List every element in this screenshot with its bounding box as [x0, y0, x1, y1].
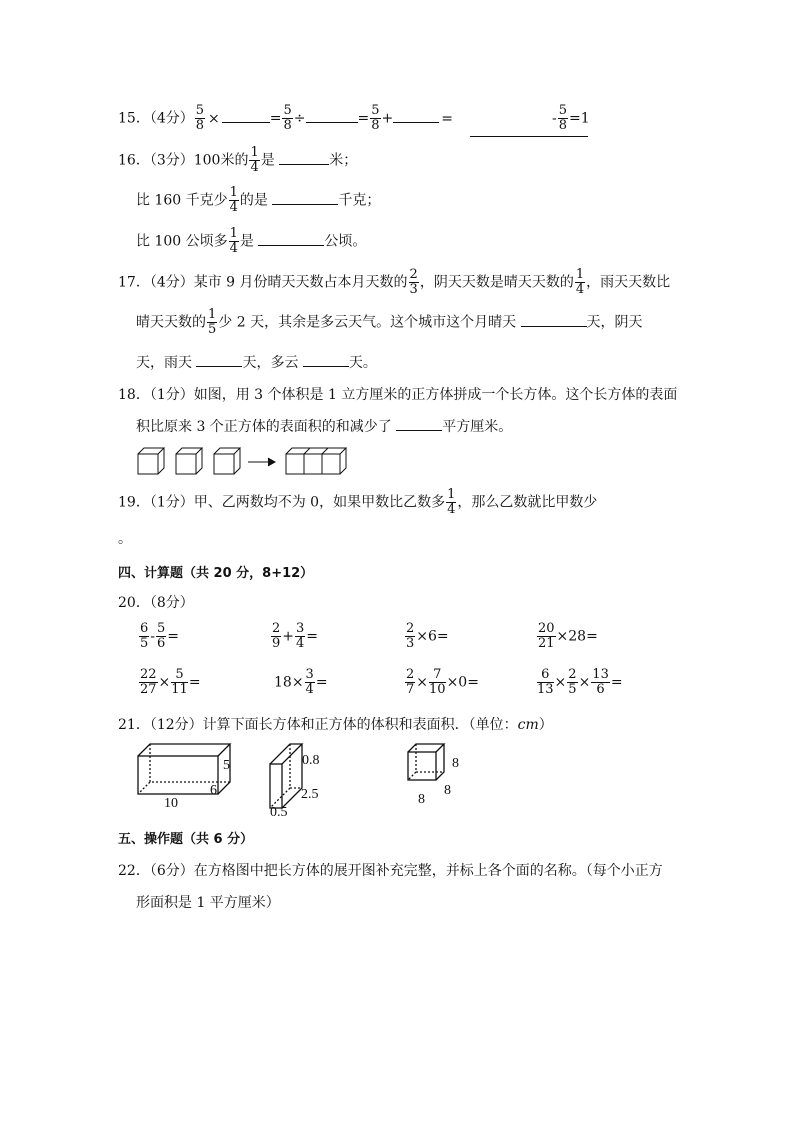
calc-item: $\frac{6}{13}$ × $\frac{2}{5}$ × $\frac{13}{6}$ = [537, 667, 623, 697]
cube-1 [408, 744, 444, 780]
fraction: $\frac{5}{8}$ [283, 103, 292, 133]
dim-label: 8 [444, 783, 451, 798]
q22-line2: 形面积是 1 平方厘米） [136, 895, 280, 911]
q15-label: 15．（4分） [118, 110, 194, 127]
q19-line2: 。 [118, 531, 132, 547]
fraction: $\frac{1}{4}$ [447, 487, 456, 517]
calc-item: 18× $\frac{3}{4}$ = [274, 667, 328, 697]
q15-last-blank[interactable] [470, 104, 588, 137]
fraction: $\frac{1}{4}$ [250, 145, 259, 175]
q22-line1: 22．（6分）在方格图中把长方体的展开图补充完整，并标上各个面的名称。（每个小正方 [118, 863, 663, 879]
calc-item: $\frac{2}{7}$ × $\frac{7}{10}$ ×0= [406, 667, 479, 697]
dim-label: 8 [452, 756, 459, 771]
fraction: $\frac{1}{4}$ [575, 267, 585, 297]
cuboid-2 [270, 744, 302, 808]
answer-blank[interactable] [396, 418, 442, 431]
fraction: $\frac{1}{4}$ [229, 226, 238, 256]
answer-blank[interactable] [521, 314, 587, 327]
q17-line1: 17．（4分）某市 9 月份晴天天数占本月天数的 $\frac{2}{3}$ ，阴天天数是晴天天数的 $\frac{1}{4}$ ，雨天天数比 [118, 267, 671, 297]
answer-blank[interactable] [393, 110, 439, 123]
q15-tail: - $\frac{5}{8}$ =1 [552, 103, 590, 133]
answer-blank[interactable] [196, 354, 242, 367]
dim-label: 8 [418, 792, 425, 807]
cubes-figure [136, 446, 352, 476]
answer-blank[interactable] [222, 110, 270, 123]
fraction: $\frac{5}{8}$ [195, 103, 205, 133]
dim-label: 5 [223, 758, 230, 773]
cube-icon [214, 448, 240, 474]
answer-blank[interactable] [306, 110, 358, 123]
fraction: $\frac{1}{4}$ [229, 185, 238, 215]
q16-line3: 比 100 公顷多 $\frac{1}{4}$ 是 公顷。 [136, 226, 367, 256]
fraction: $\frac{5}{8}$ [371, 103, 380, 133]
section-heading: 四、计算题（共 20 分，8+12） [118, 566, 314, 581]
dim-label: 0.8 [302, 753, 320, 768]
calc-item: $\frac{6}{5}$ - $\frac{5}{6}$ = [140, 621, 180, 651]
dim-label: 6 [210, 783, 217, 798]
answer-blank[interactable] [258, 233, 324, 246]
q18-line2: 积比原来 3 个正方体的表面积的和减少了 平方厘米。 [136, 419, 513, 435]
fraction: $\frac{2}{3}$ [409, 267, 418, 297]
cube-icon [138, 448, 164, 474]
q16-line1: 16．（3分）100米的 $\frac{1}{4}$ 是 米； [118, 145, 358, 175]
calc-item: $\frac{20}{21}$ ×28= [538, 621, 598, 651]
dim-label: 2.5 [301, 787, 319, 802]
answer-blank[interactable] [279, 152, 329, 165]
q21-text: 21．（12分）计算下面长方体和正方体的体积和表面积．（单位：cm） [118, 717, 553, 733]
q20-label: 20．（8分） [118, 595, 194, 611]
answer-blank[interactable] [272, 192, 338, 205]
q19-line1: 19．（1分）甲、乙两数均不为 0，如果甲数比乙数多 $\frac{1}{4}$ ，那么乙数就比甲数少 [118, 487, 598, 517]
q17-line3: 天，雨天 天，多云 天。 [136, 355, 377, 371]
q15: 15．（4分） $\frac{5}{8}$ × = $\frac{5}{8}$ ÷ = $\frac{5}{8}$ + = [118, 103, 453, 133]
q17-line2: 晴天天数的 $\frac{1}{5}$ 少 2 天，其余是多云天气。这个城市这个月晴天 天，阴天 [136, 307, 643, 337]
section-heading: 五、操作题（共 6 分） [118, 832, 254, 847]
dim-label: 0.5 [270, 805, 288, 818]
solids-figure [134, 740, 474, 818]
cuboid-icon [286, 448, 346, 474]
calc-item: $\frac{2}{3}$ ×6= [406, 621, 449, 651]
q18-line1: 18．（1分）如图，用 3 个体积是 1 立方厘米的正方体拼成一个长方体。这个长方体的表面 [118, 387, 678, 403]
q16-line2: 比 160 千克少 $\frac{1}{4}$ 的是 千克； [136, 185, 381, 215]
calc-item: $\frac{2}{9}$ + $\frac{3}{4}$ = [272, 621, 319, 651]
cube-icon [176, 448, 202, 474]
answer-blank[interactable] [303, 354, 349, 367]
fraction: $\frac{1}{5}$ [208, 307, 217, 337]
dim-label: 10 [164, 796, 178, 811]
calc-item: $\frac{22}{27}$ × $\frac{5}{11}$ = [140, 667, 201, 697]
